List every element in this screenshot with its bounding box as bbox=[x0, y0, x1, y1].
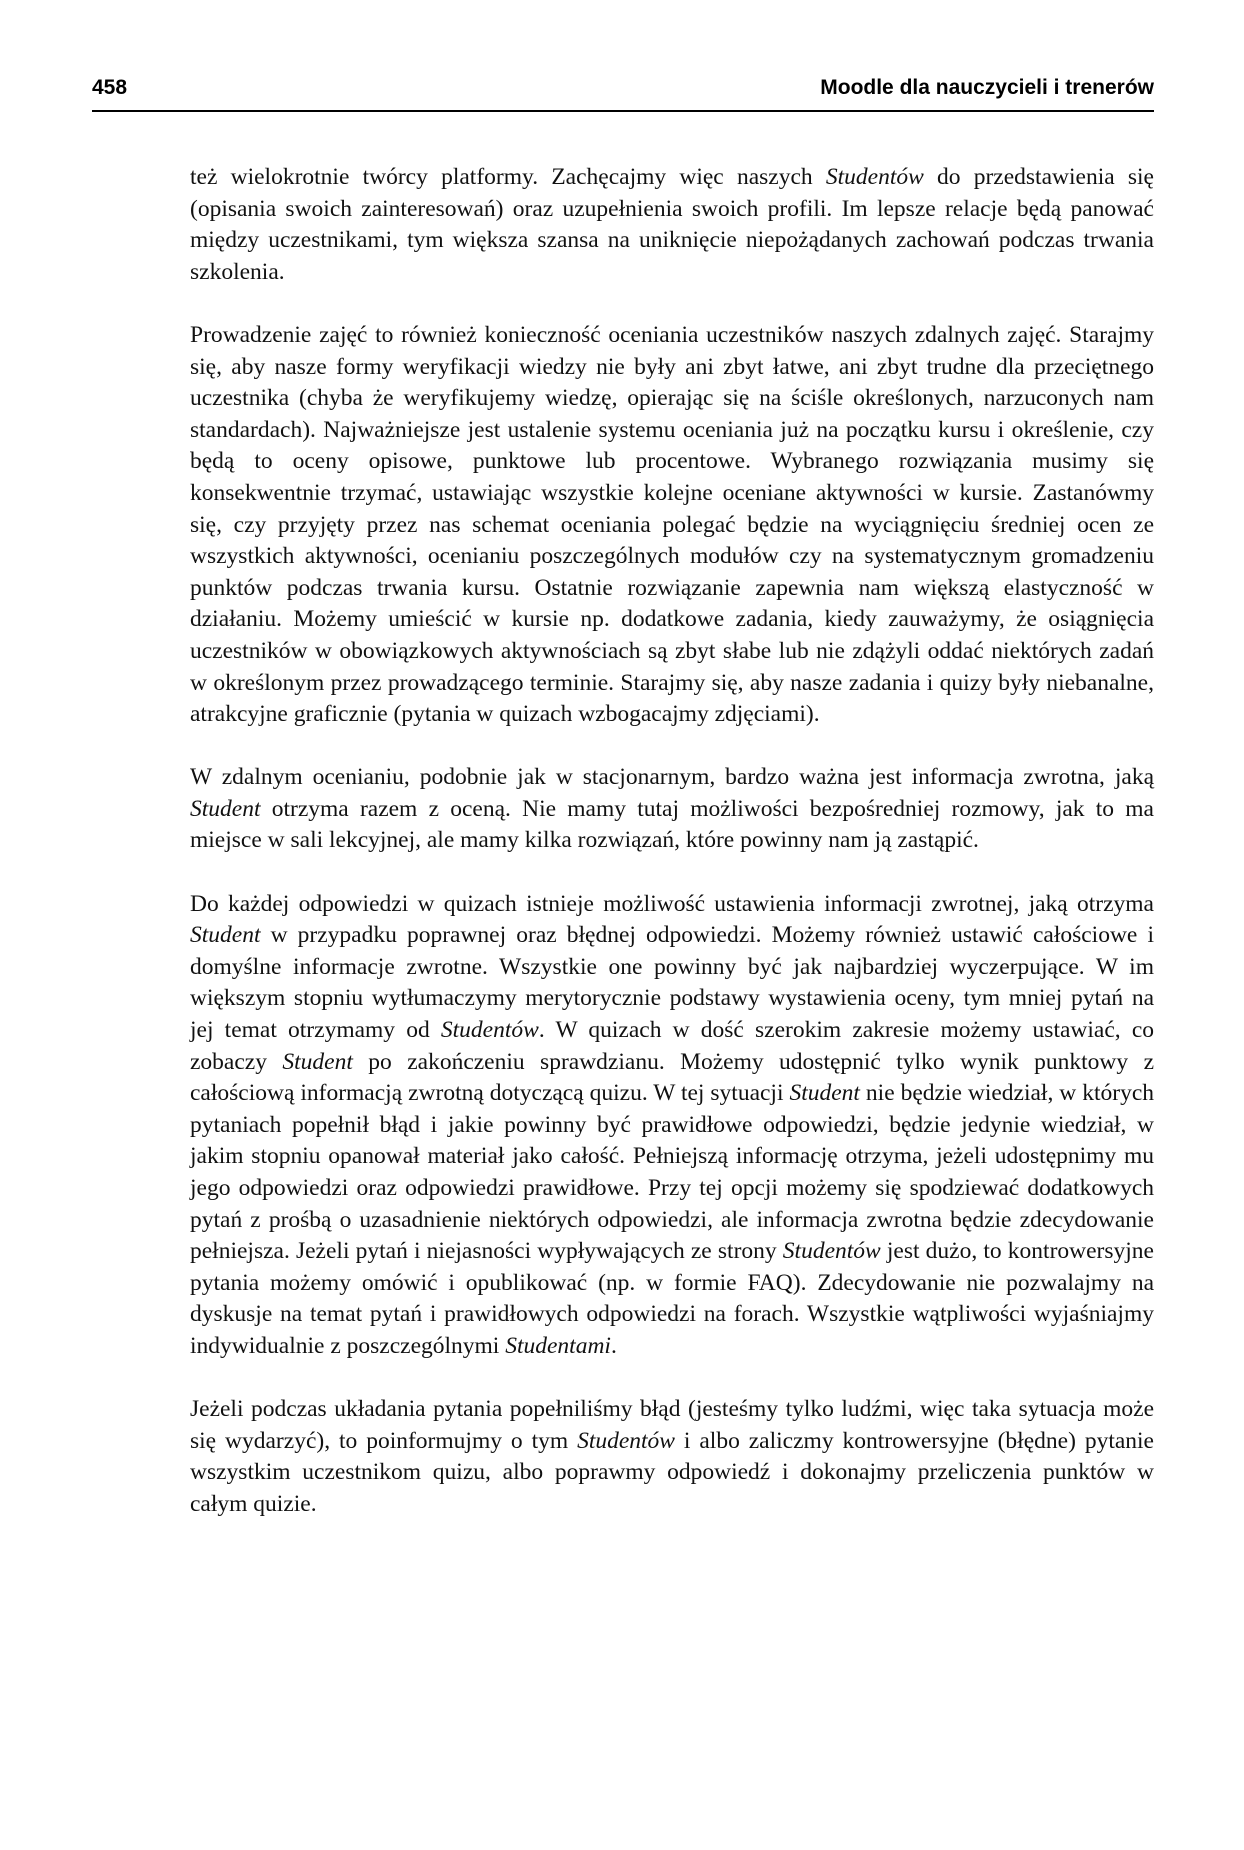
text-run: jest dużo, to kontrowersyjne pytania możemy omówić i opublikować (np. w formie FAQ). Zdecydowanie nie pozwalajmy na dyskusje na temat pytań i prawidłowych odpowiedzi na forach. Wszystkie wątpliwości wyjaśniajmy indywidualnie z poszczególnymi bbox=[190, 1238, 1154, 1359]
text-run: Do każdej odpowiedzi w quizach istnieje możliwość ustawienia informacji zwrotnej, jaką otrzyma bbox=[190, 890, 1154, 917]
body-text bbox=[190, 162, 1154, 1521]
emphasized-term: Studentów bbox=[782, 1238, 881, 1265]
text-run: Prowadzenie zajęć to również konieczność oceniania uczestników naszych zdalnych zajęć. Starajmy się, aby nasze formy weryfikacji wiedzy nie były ani zbyt łatwe, ani zbyt trudne dla przeciętnego uczestnika (chyba że weryfikujemy wiedzę, opierając się na ściśle określonych, narzuconych nam standardach). Najważniejsze jest ustalenie systemu oceniania już na początku kursu i określenie, czy będą to oceny opisowe, punktowe lub procentowe. Wybranego rozwiązania musimy się konsekwentnie trzymać, ustawiając wszystkie kolejne oceniane aktywności w kursie. Zastanówmy się, czy przyjęty przez nas schemat oceniania polegać będzie na wyciągnięciu średniej ocen ze wszystkich aktywności, ocenianiu poszczególnych modułów czy na systematycznym gromadzeniu punktów podczas trwania kursu. Ostatnie rozwiązanie zapewnia nam większą elastyczność w działaniu. Możemy umieścić w kursie np. dodatkowe zadania, kiedy zauważymy, że osiągnięcia uczestników w obowiązkowych aktywnościach są zbyt słabe lub nie zdążyli oddać niektórych zadań w określonym przez prowadzącego terminie. Starajmy się, aby nasze zadania i quizy były niebanalne, atrakcyjne graficznie (pytania w quizach wzbogacajmy zdjęciami). bbox=[190, 321, 1154, 728]
emphasized-term: Student bbox=[789, 1080, 860, 1107]
emphasized-term: Studentami bbox=[505, 1332, 611, 1359]
text-run: w przypadku poprawnej oraz błędnej odpowiedzi. Możemy również ustawić całościowe i domyślne informacje zwrotne. Wszystkie one powinny być jak najbardziej wyczerpujące. W im większym stopniu wytłumaczymy merytorycznie podstawy wystawienia oceny, tym mniej pytań na jej temat otrzymamy od bbox=[190, 922, 1154, 1044]
paragraph bbox=[190, 320, 1154, 731]
paragraph bbox=[190, 889, 1154, 1363]
running-title: Moodle dla nauczycieli i trenerów bbox=[820, 76, 1154, 99]
emphasized-term: Studentów bbox=[440, 1017, 539, 1044]
text-run: do przedstawienia się (opisania swoich zainteresowań) oraz uzupełnienia swoich profili. Im lepsze relacje będą panować między uczestnikami, tym większa szansa na uniknięcie niepożądanych zachowań podczas trwania szkolenia. bbox=[190, 164, 1154, 285]
paragraph bbox=[190, 762, 1154, 857]
paragraph bbox=[190, 1394, 1154, 1520]
emphasized-term: Student bbox=[190, 795, 261, 822]
emphasized-term: Student bbox=[282, 1048, 353, 1075]
text-run: . bbox=[610, 1332, 617, 1359]
text-run: otrzyma razem z oceną. Nie mamy tutaj możliwości bezpośredniej rozmowy, jak to ma miejsce w sali lekcyjnej, ale mamy kilka rozwiązań, które powinny nam ją zastąpić. bbox=[190, 795, 1154, 854]
page-number: 458 bbox=[92, 76, 128, 99]
text-run: nie będzie wiedział, w których pytaniach popełnił błąd i jakie powinny być prawidłowe odpowiedzi, będzie jedynie wiedział, w jakim stopniu opanował materiał jako całość. Pełniejszą informację otrzyma, jeżeli udostępnimy mu jego odpowiedzi oraz odpowiedzi prawidłowe. Przy tej opcji możemy się spodziewać dodatkowych pytań z prośbą o uzasadnienie niektórych odpowiedzi, ale informacja zwrotna będzie zdecydowanie pełniejsza. Jeżeli pytań i niejasności wypływających ze strony bbox=[190, 1080, 1154, 1265]
text-run: też wielokrotnie twórcy platformy. Zachęcajmy więc naszych bbox=[190, 164, 826, 190]
emphasized-term: Student bbox=[190, 922, 261, 949]
text-run: po zakończeniu sprawdzianu. Możemy udostępnić tylko wynik punktowy z całościową informacją zwrotną dotyczącą quizu. W tej sytuacji bbox=[190, 1048, 1154, 1107]
emphasized-term: Studentów bbox=[577, 1427, 675, 1454]
text-run: i albo zaliczmy kontrowersyjne (błędne) pytanie wszystkim uczestnikom quizu, albo poprawmy odpowiedź i dokonajmy przeliczenia punktów w całym quizie. bbox=[190, 1427, 1154, 1517]
text-run: W zdalnym ocenianiu, podobnie jak w stacjonarnym, bardzo ważna jest informacja zwrotna, jaką bbox=[190, 764, 1154, 791]
text-run: Jeżeli podczas układania pytania popełniliśmy błąd (jesteśmy tylko ludźmi, więc taka sytuacja może się wydarzyć), to poinformujmy o tym bbox=[190, 1396, 1154, 1454]
text-run: . W quizach w dość szerokim zakresie możemy ustawiać, co zobaczy bbox=[190, 1017, 1154, 1075]
paragraph bbox=[190, 162, 1154, 288]
page-header bbox=[92, 72, 1154, 112]
emphasized-term: Studentów bbox=[825, 164, 924, 190]
